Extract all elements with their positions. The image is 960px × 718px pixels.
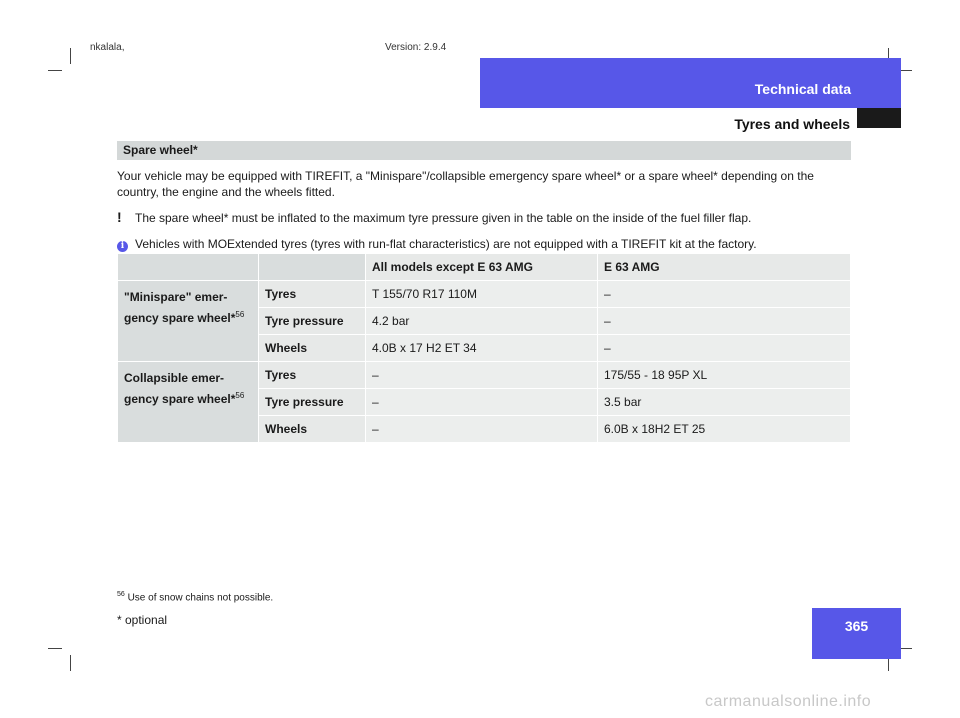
section-heading: Spare wheel* (117, 141, 851, 160)
cell-value: 4.0B x 17 H2 ET 34 (366, 335, 598, 362)
cell-value: 6.0B x 18H2 ET 25 (598, 416, 851, 443)
cell-value: 175/55 - 18 95P XL (598, 362, 851, 389)
crop-mark (70, 655, 71, 671)
section-tab (857, 108, 901, 128)
cell-value: T 155/70 R17 110M (366, 281, 598, 308)
table-row (118, 281, 851, 308)
watermark: carmanualsonline.info (705, 693, 872, 710)
page-number: 365 (844, 618, 869, 634)
exclamation-icon: ! (117, 209, 122, 225)
row-label: Tyres (259, 362, 366, 389)
cell-value: – (598, 335, 851, 362)
warning-text: The spare wheel* must be inflated to the maximum tyre pressure given in the table on the inside of the fuel filler flap. (135, 210, 752, 225)
spare-wheel-table (117, 253, 851, 443)
optional-note: * optional (117, 613, 168, 627)
table-header-row (118, 254, 851, 281)
row-label: Tyres (259, 281, 366, 308)
column-header-e63-amg: E 63 AMG (598, 254, 851, 281)
cell-value: – (598, 281, 851, 308)
row-label: Tyre pressure (259, 308, 366, 335)
group-minispare: "Minispare" emer- gency spare wheel*$^{56}$ (118, 281, 259, 362)
crop-mark (48, 648, 62, 649)
row-label: Tyre pressure (259, 389, 366, 416)
main-content (117, 141, 851, 252)
footnote-text: Use of snow chains not possible. (127, 592, 274, 604)
header-empty-cell (118, 254, 259, 281)
page-number-band (812, 608, 901, 659)
crop-mark (48, 70, 62, 71)
cell-value: – (366, 416, 598, 443)
row-label: Wheels (259, 416, 366, 443)
table-row (118, 362, 851, 389)
cell-value: – (366, 389, 598, 416)
group-collapsible: Collapsible emer- gency spare wheel*$^{56}$ (118, 362, 259, 443)
warning-note (117, 209, 851, 226)
cell-value: 4.2 bar (366, 308, 598, 335)
footnote-ref: 56 (235, 310, 245, 319)
info-text: Vehicles with MOExtended tyres (tyres with run-flat characteristics) are not equipped with a TIREFIT kit at the factory. (135, 237, 757, 251)
crop-mark (70, 48, 71, 64)
meta-version: Version: 2.9.4 (385, 42, 447, 53)
section-title: Tyres and wheels (734, 116, 850, 132)
row-label: Wheels (259, 335, 366, 362)
cell-value: – (366, 362, 598, 389)
meta-left: nkalala, (90, 42, 125, 53)
footnote-ref: 56 (235, 391, 245, 400)
intro-paragraph: Your vehicle may be equipped with TIREFIT, a "Minispare"/collapsible emergency spare wheel* or a spare wheel* depending on the country, the engine and the wheels fitted. (117, 169, 814, 199)
column-header-all-models: All models except E 63 AMG (366, 254, 598, 281)
footnote-number: 56 (117, 591, 125, 598)
info-icon: i (117, 241, 128, 252)
footnote (117, 591, 273, 603)
chapter-band (480, 58, 901, 108)
chapter-title: Technical data (754, 81, 851, 97)
cell-value: – (598, 308, 851, 335)
header-empty-cell (259, 254, 366, 281)
cell-value: 3.5 bar (598, 389, 851, 416)
info-note (117, 236, 851, 252)
